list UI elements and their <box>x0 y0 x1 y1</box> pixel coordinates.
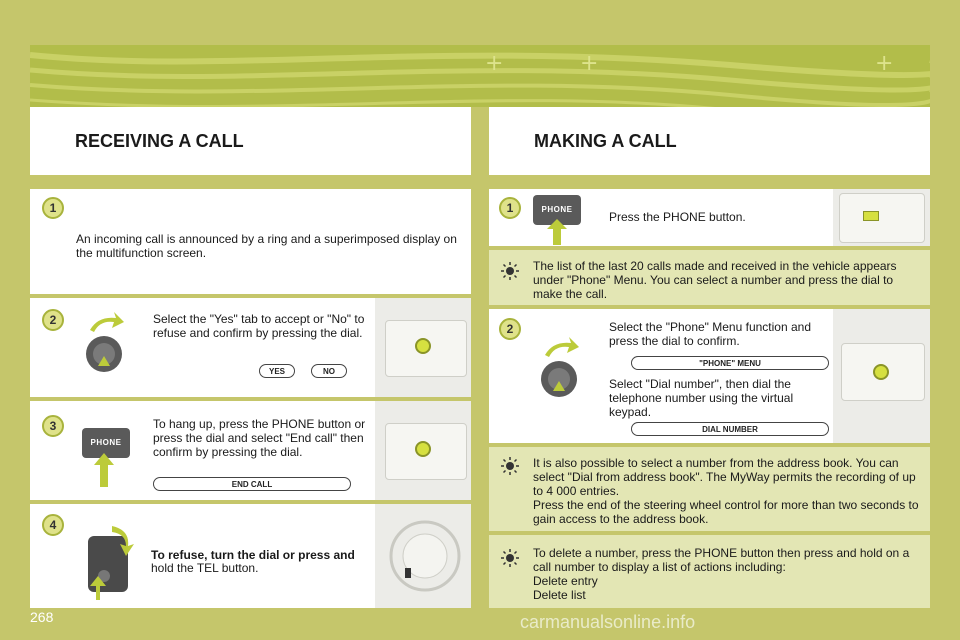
step-text-bold: To refuse, turn the dial or press and <box>151 548 355 562</box>
up-arrow-icon <box>547 219 567 245</box>
radio-panel-image <box>375 401 471 500</box>
phone-menu-tab[interactable]: "PHONE" MENU <box>631 356 829 370</box>
dial-knob-icon <box>873 364 889 380</box>
dial-number-tab[interactable]: DIAL NUMBER <box>631 422 829 436</box>
phone-button-icon: PHONE <box>82 428 130 458</box>
right-tip-1 <box>489 250 930 305</box>
step-badge: 3 <box>42 415 64 437</box>
phone-button-icon: PHONE <box>533 195 581 225</box>
step-badge: 1 <box>42 197 64 219</box>
right-tip-2 <box>489 447 930 531</box>
tip-text: The list of the last 20 calls made and received in the vehicle appears under "Phone" Menu. You can select a number and press the dial to make the call. <box>533 259 897 301</box>
phone-key-highlight <box>863 211 879 221</box>
watermark: carmanualsonline.info <box>520 612 696 632</box>
radio-panel-image <box>375 298 471 397</box>
left-step-4 <box>30 504 471 608</box>
dial-knob-icon <box>415 338 431 354</box>
svg-text:+: + <box>875 51 894 76</box>
right-tip-3 <box>489 535 930 608</box>
tip-text: To delete a number, press the PHONE button then press and hold on a call number to display a list of actions including: <box>533 546 910 574</box>
radio-panel-image <box>833 189 930 246</box>
left-step-3 <box>30 401 471 500</box>
step-text: An incoming call is announced by a ring and a superimposed display on the multifunction screen. <box>76 232 457 260</box>
tip-list-item: Delete list <box>533 588 586 602</box>
tip-text: It is also possible to select a number from the address book. You can select "Dial from address book". The MyWay permits the recording of up to 4 000 entries. <box>533 456 916 498</box>
header-band <box>30 45 930 107</box>
svg-text:+: + <box>580 51 599 76</box>
radio-panel-image <box>833 309 930 443</box>
step-text: To hang up, press the PHONE button or press the dial and select "End call" then confirm by pressing the dial. <box>153 417 366 459</box>
step-text-b: Select "Dial number", then dial the telephone number using the virtual keypad. <box>609 377 794 419</box>
step-badge: 2 <box>42 309 64 331</box>
dial-icon <box>533 333 593 413</box>
right-header <box>489 107 930 175</box>
left-step-1 <box>30 189 471 294</box>
step-text-a: Select the "Phone" Menu function and press the dial to confirm. <box>609 320 811 348</box>
right-step-1 <box>489 189 930 246</box>
steering-control-icon <box>82 522 142 602</box>
section-title-receiving: RECEIVING A CALL <box>75 131 244 151</box>
left-step-2 <box>30 298 471 397</box>
step-text: Select the "Yes" tab to accept or "No" to refuse and confirm by pressing the dial. <box>153 312 365 340</box>
step-badge: 1 <box>499 197 521 219</box>
step-text: Press the PHONE button. <box>609 210 746 224</box>
radio-unit <box>839 193 925 243</box>
no-tab[interactable]: NO <box>311 364 347 378</box>
end-call-tab[interactable]: END CALL <box>153 477 351 491</box>
tip-list-item: Delete entry <box>533 574 598 588</box>
light-bulb-icon <box>501 549 519 567</box>
steering-wheel-image <box>375 504 471 608</box>
light-bulb-icon <box>501 262 519 280</box>
wave-decoration <box>30 45 930 107</box>
left-header <box>30 107 471 175</box>
up-arrow-icon <box>94 453 114 487</box>
right-step-2 <box>489 309 930 443</box>
yes-tab[interactable]: YES <box>259 364 295 378</box>
steering-wheel-icon <box>375 504 471 608</box>
tip-text: Press the end of the steering wheel control for more than two seconds to gain access to the address book. <box>533 498 919 526</box>
section-title-making: MAKING A CALL <box>534 131 677 151</box>
step-text: hold the TEL button. <box>151 561 259 575</box>
dial-knob-icon <box>415 441 431 457</box>
light-bulb-icon <box>501 457 519 475</box>
step-badge: 4 <box>42 514 64 536</box>
dial-icon <box>78 308 138 388</box>
step-badge: 2 <box>499 318 521 340</box>
svg-text:+: + <box>485 51 504 76</box>
page-number: 268 <box>30 609 54 625</box>
